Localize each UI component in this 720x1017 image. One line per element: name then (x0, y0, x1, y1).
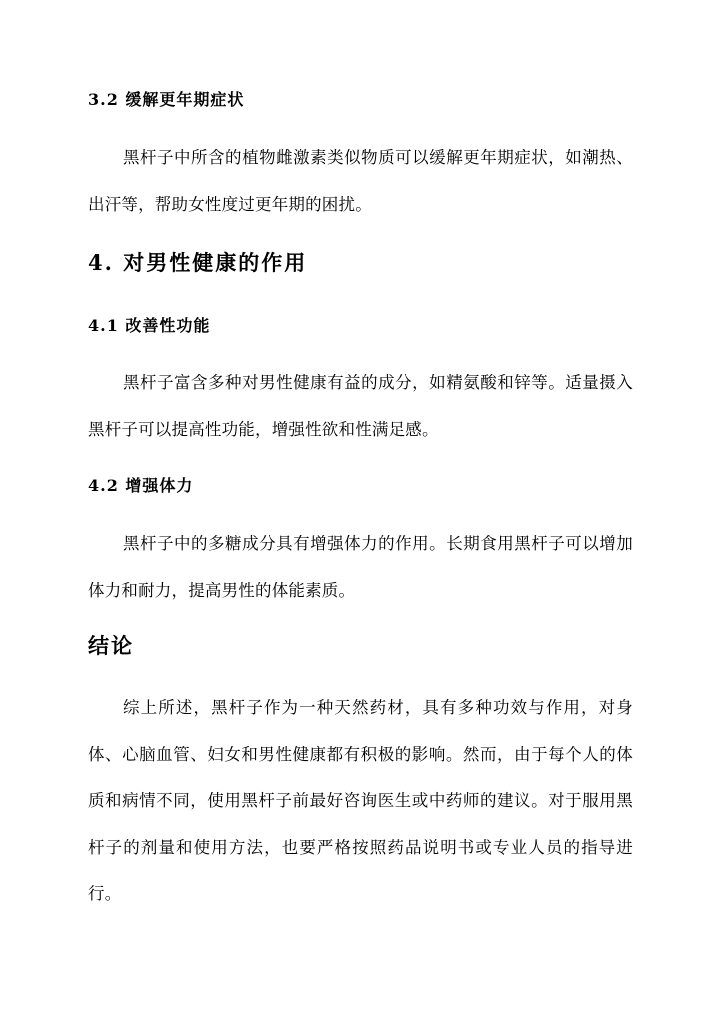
paragraph-3-2: 黑杆子中所含的植物雌激素类似物质可以缓解更年期症状，如潮热、出汗等，帮助女性度过更年期的困扰。 (88, 148, 633, 214)
paragraph-4-1: 黑杆子富含多种对男性健康有益的成分，如精氨酸和锌等。适量摄入黑杆子可以提高性功能，增强性欲和性满足感。 (88, 373, 633, 439)
paragraph-conclusion: 综上所述，黑杆子作为一种天然药材，具有多种功效与作用，对身体、心脑血管、妇女和男性健康都有积极的影响。然而，由于每个人的体质和病情不同，使用黑杆子前最好咨询医生或中药师的建议。对于服用黑杆子的剂量和使用方法，也要严格按照药品说明书或专业人员的指导进行。 (88, 698, 633, 903)
heading-4: 4. 对男性健康的作用 (88, 250, 308, 275)
paragraph-4-2: 黑杆子中的多糖成分具有增强体力的作用。长期食用黑杆子可以增加体力和耐力，提高男性的体能素质。 (88, 534, 633, 600)
heading-4-2: 4.2 增强体力 (88, 476, 194, 495)
heading-4-1: 4.1 改善性功能 (88, 316, 211, 335)
heading-3-2: 3.2 缓解更年期症状 (88, 90, 245, 109)
heading-conclusion: 结论 (88, 633, 134, 658)
